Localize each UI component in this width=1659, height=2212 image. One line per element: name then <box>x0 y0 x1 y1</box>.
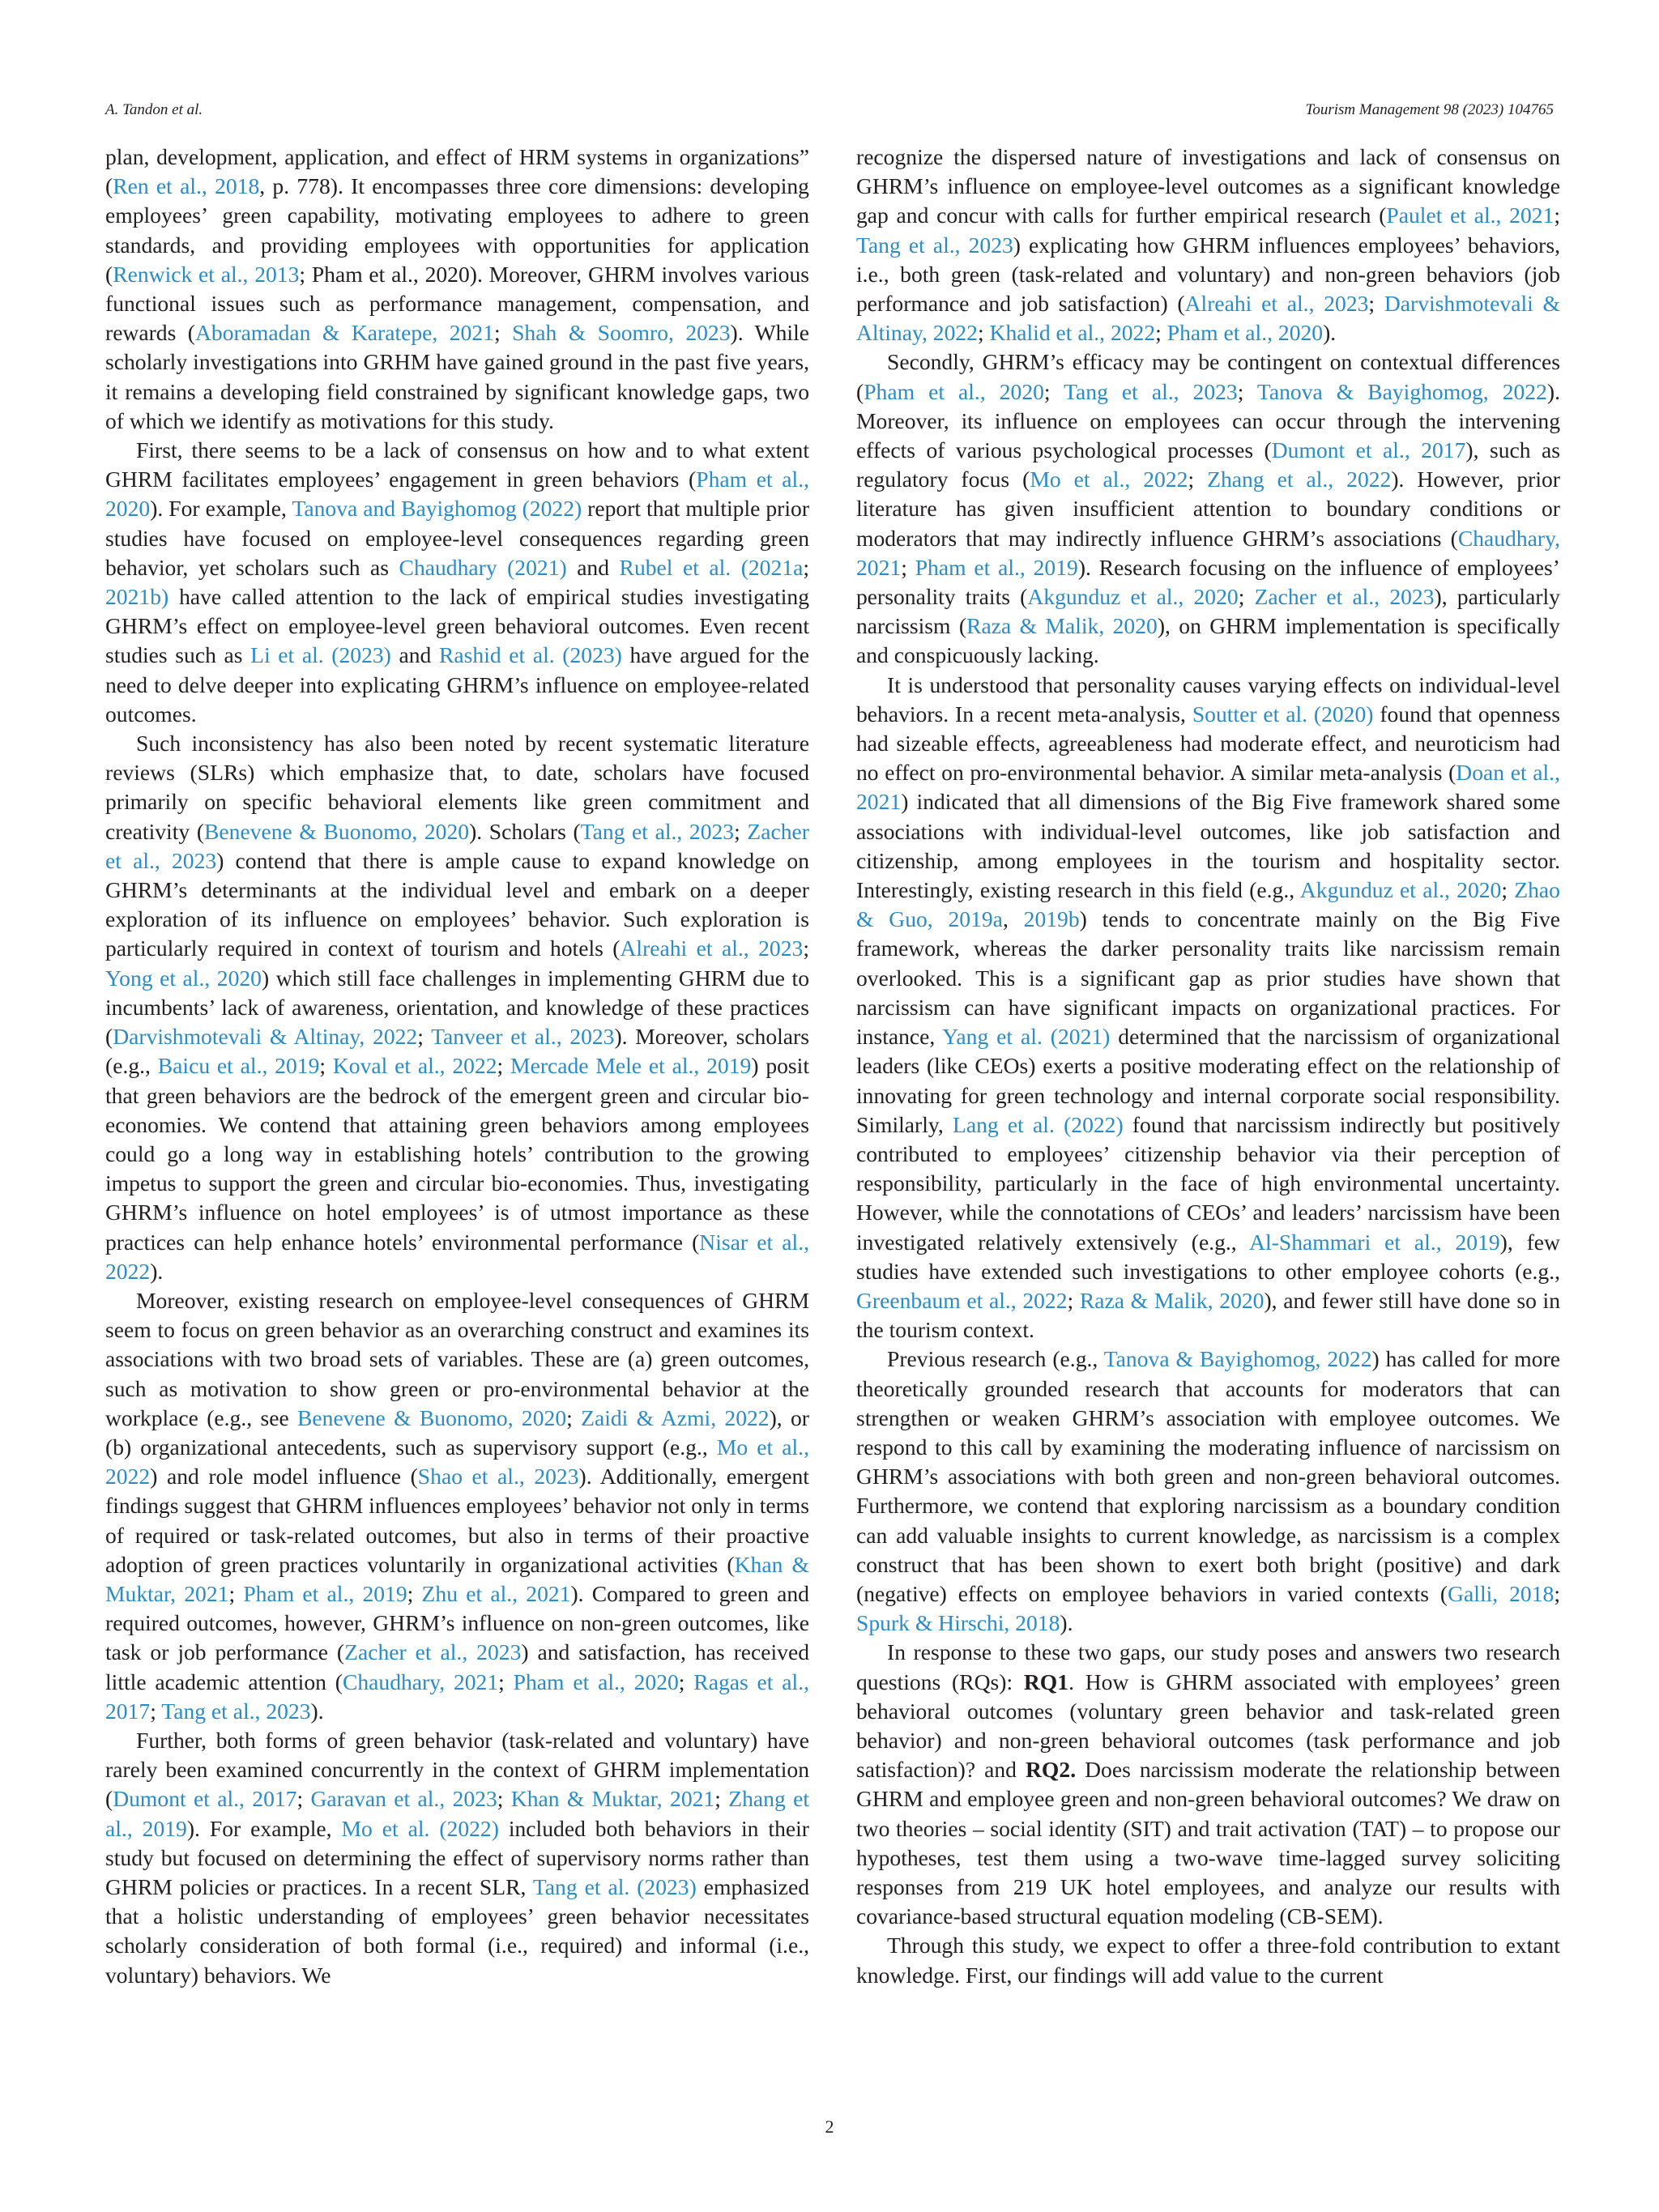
text-run: ; <box>1554 1580 1560 1606</box>
paragraph <box>105 436 809 729</box>
text-run: ), on GHRM implementation is specifically and conspicuously lacking. <box>856 613 1560 668</box>
citation-link[interactable]: Dumont et al., 2017 <box>1271 437 1466 463</box>
citation-link[interactable]: Tanova & Bayighomog, 2022 <box>1103 1346 1372 1372</box>
citation-link[interactable]: Li et al. (2023) <box>250 642 391 668</box>
citation-link[interactable]: Tanova and Bayighomog (2022) <box>292 496 582 522</box>
citation-link[interactable]: Tang et al., 2023 <box>1064 378 1238 404</box>
text-run: ). For example, <box>150 496 292 522</box>
paragraph <box>856 1931 1560 1989</box>
paragraph <box>105 729 809 1286</box>
text-run: ; <box>296 1786 311 1812</box>
running-head-author: A. Tandon et al. <box>105 101 203 118</box>
citation-link[interactable]: Raza & Malik, 2020 <box>966 613 1158 639</box>
citation-link[interactable]: Rashid et al. (2023) <box>439 642 622 668</box>
citation-link[interactable]: Zacher et al., 2023 <box>344 1639 522 1665</box>
citation-link[interactable]: Pham et al., 2020 <box>1166 320 1324 346</box>
text-run: ), few studies have extended such investigations to other employee cohorts (e.g., <box>856 1229 1560 1284</box>
text-run: In response to these two gaps, our study poses and answers two research questions (RQs): <box>856 1639 1560 1694</box>
citation-link[interactable]: Khalid et al., 2022 <box>989 320 1156 346</box>
text-run: ), or (b) organizational antecedents, such as supervisory support (e.g., <box>105 1404 809 1460</box>
text-run: ; <box>678 1669 694 1694</box>
left-column <box>105 143 809 1990</box>
citation-link[interactable]: Koval et al., 2022 <box>332 1053 497 1079</box>
citation-link[interactable]: Zacher et al., 2023 <box>105 818 809 873</box>
citation-link[interactable]: Ragas et al., 2017 <box>105 1669 809 1724</box>
text-run: ). However, prior literature has given insufficient attention to boundary conditions or moderators that may indirectly influence GHRM’s associations ( <box>856 467 1560 551</box>
citation-link[interactable]: Soutter et al. (2020) <box>1192 701 1374 727</box>
text-run: ; <box>1554 202 1561 228</box>
text-run: ) posit that green behaviors are the bedrock of the emergent green and circular bio-economies. We contend that attaining green behaviors among employees could go a long way in establishing hotels’ contribution to the growing impetus to support the green and circular bio-economies. Thus, investigating GHRM’s influence on hotel employees’ is of utmost importance as these practices can help enhance hotels’ environmental performance ( <box>105 1053 809 1255</box>
citation-link[interactable]: Khan & Muktar, 2021 <box>105 1551 809 1606</box>
citation-link[interactable]: Yong et al., 2020 <box>105 965 262 991</box>
citation-link[interactable]: Mercade Mele et al., 2019 <box>510 1053 752 1079</box>
text-run: ) indicated that all dimensions of the Big Five framework shared some associations with individual-level outcomes, like job satisfaction and citizenship, among employees in the tourism and hospitality sector. Interestingly, existing research in this field (e.g., <box>856 789 1560 903</box>
paragraph <box>105 1286 809 1726</box>
text-run: , p. 778). It encompasses three core dimensions: developing employees’ green capability, motivating employees to adhere to green standards, and providing employees with opportunities for application ( <box>105 173 809 287</box>
citation-link[interactable]: Pham et al., 2019 <box>915 554 1078 580</box>
citation-link[interactable]: Tang et al. (2023) <box>532 1873 697 1899</box>
text-run: ; <box>803 554 809 580</box>
text-run: have called attention to the lack of empirical studies investigating GHRM’s effect on employee-level green behavioral outcomes. Even recent studies such as <box>105 584 809 668</box>
text-run: ). While scholarly investigations into GRHM have gained ground in the past five years, it remains a developing field constrained by significant knowledge gaps, two of which we identify as motivations for this study. <box>105 320 809 433</box>
citation-link[interactable]: Doan et al., 2021 <box>856 760 1560 815</box>
text-run: It is understood that personality causes varying effects on individual-level behaviors. In a recent meta-analysis, <box>856 671 1560 727</box>
paragraph <box>856 1345 1560 1638</box>
text-run: ; <box>714 1786 729 1812</box>
research-question-label: RQ1 <box>1023 1669 1069 1694</box>
citation-link[interactable]: Tang et al., 2023 <box>580 818 735 844</box>
text-run: ; <box>901 554 915 580</box>
text-run: ; <box>407 1580 422 1606</box>
text-run: ; <box>1155 320 1167 346</box>
citation-link[interactable]: Darvishmotevali & Altinay, 2022 <box>113 1024 418 1050</box>
citation-link[interactable]: Alreahi et al., 2023 <box>620 936 804 961</box>
paragraph <box>856 671 1560 1345</box>
citation-link[interactable]: Ren et al., 2018 <box>113 173 260 199</box>
paragraph <box>856 347 1560 670</box>
citation-link[interactable]: Zaidi & Azmi, 2022 <box>581 1404 770 1430</box>
citation-link[interactable]: Darvishmotevali & Altinay, 2022 <box>856 291 1560 346</box>
text-run: ; <box>498 1669 514 1694</box>
text-run: ; <box>734 818 748 844</box>
citation-link[interactable]: Yang et al. (2021) <box>942 1024 1111 1050</box>
text-run: ) and satisfaction, has received little academic attention ( <box>105 1639 810 1694</box>
text-run: ) which still face challenges in implementing GHRM due to incumbents’ lack of awareness, orientation, and knowledge of these practices ( <box>105 965 809 1050</box>
text-run: found that narcissism indirectly but positively contributed to employees’ citizenship behavior via their perception of responsibility, particularly in the face of high environmental uncertainty. However, while the connotations of CEOs’ and leaders’ narcissism have been investigated relatively extensively (e.g., <box>856 1111 1560 1255</box>
citation-link[interactable]: Tanveer et al., 2023 <box>431 1024 615 1050</box>
citation-link[interactable]: Mo et al. (2022) <box>341 1815 499 1841</box>
text-run: ; <box>150 1698 162 1724</box>
citation-link[interactable]: Zhang et al., 2022 <box>1207 467 1392 492</box>
page-number: 2 <box>825 2116 834 2137</box>
research-question-label: RQ2. <box>1026 1757 1077 1783</box>
text-run: ). <box>1060 1610 1073 1636</box>
citation-link[interactable]: Zhang et al., 2019 <box>105 1786 809 1841</box>
text-run: ) contend that there is ample cause to expand knowledge on GHRM’s determinants at the individual level and embark on a deeper exploration of its influence on employees’ behavior. Such exploration is particularly required in context of tourism and hotels ( <box>105 847 810 961</box>
citation-link[interactable]: Tanova & Bayighomog, 2022 <box>1256 378 1547 404</box>
text-run: and <box>566 554 620 580</box>
citation-link[interactable]: Chaudhary (2021) <box>399 554 567 580</box>
text-run: ). <box>310 1698 324 1724</box>
citation-link[interactable]: Khan & Muktar, 2021 <box>510 1786 715 1812</box>
text-run: ). For example, <box>186 1815 342 1841</box>
citation-link[interactable]: Renwick et al., 2013 <box>113 261 300 287</box>
text-run: ; <box>493 320 513 346</box>
text-run: ). Compared to green and required outcomes, however, GHRM’s influence on non-green outcomes, like task or job performance ( <box>105 1580 809 1665</box>
citation-link[interactable]: Alreahi et al., 2023 <box>1184 291 1369 317</box>
text-run: have argued for the need to delve deeper into explicating GHRM’s influence on employee-related outcomes. <box>105 642 809 727</box>
text-run: ; <box>1188 467 1208 492</box>
text-run: Previous research (e.g., <box>887 1346 1104 1372</box>
text-run: ). Additionally, emergent findings suggest that GHRM influences employees’ behavior not only in terms of required or task-related outcomes, but also in terms of their proactive adoption of green practices voluntarily in organizational activities ( <box>105 1464 809 1577</box>
citation-link[interactable]: Shah & Soomro, 2023 <box>512 320 731 346</box>
citation-link[interactable]: Shao et al., 2023 <box>417 1464 579 1490</box>
citation-link[interactable]: Akgunduz et al., 2020 <box>1299 877 1502 903</box>
text-run: found that openness had sizeable effects, agreeableness had moderate effect, and neuroticism had no effect on pro-environmental behavior. A similar meta-analysis ( <box>856 701 1561 786</box>
citation-link[interactable]: Chaudhary, 2021 <box>856 525 1560 580</box>
text-run: ; <box>1238 584 1255 610</box>
citation-link[interactable]: Rubel et al. (2021a <box>619 554 804 580</box>
citation-link[interactable]: Zhu et al., 2021 <box>421 1580 571 1606</box>
text-run: ). Moreover, scholars (e.g., <box>105 1024 809 1079</box>
text-run: ; <box>228 1580 244 1606</box>
text-run: ; <box>1368 291 1384 317</box>
citation-link[interactable]: Chaudhary, 2021 <box>342 1669 499 1694</box>
text-run: ; <box>803 936 809 961</box>
text-run: plan, development, application, and effect of HRM systems in organizations” ( <box>105 144 809 199</box>
citation-link[interactable]: Tang et al., 2023 <box>161 1698 311 1724</box>
text-run: and <box>390 642 439 668</box>
text-run: ; <box>1501 877 1515 903</box>
citation-link[interactable]: Lang et al. (2022) <box>953 1111 1124 1137</box>
paragraph-continuation <box>105 143 809 436</box>
running-head-journal: Tourism Management 98 (2023) 104765 <box>1305 101 1554 118</box>
citation-link[interactable]: 2021b) <box>105 584 169 610</box>
citation-link[interactable]: Galli, 2018 <box>1448 1580 1555 1606</box>
citation-link[interactable]: Zhao & Guo, 2019a <box>856 877 1560 932</box>
text-run: included both behaviors in their study but focused on determining the effect of supervisory norms rather than GHRM policies or practices. In a recent SLR, <box>105 1815 809 1899</box>
text-run: ), such as regulatory focus ( <box>856 437 1560 492</box>
citation-link[interactable]: Benevene & Buonomo, 2020 <box>297 1404 567 1430</box>
text-run: ; Pham et al., 2020). Moreover, GHRM involves various functional issues such as performance management, compensation, and rewards ( <box>105 261 809 346</box>
text-run: ; <box>1237 378 1257 404</box>
citation-link[interactable]: Garavan et al., 2023 <box>310 1786 497 1812</box>
text-run: . How is GHRM associated with employees’ green behavioral outcomes (voluntary green behavior and task-related green behavior) and non-green behavioral outcomes (task performance and job satisfaction)? and <box>856 1669 1560 1783</box>
text-run: Secondly, GHRM’s efficacy may be contingent on contextual differences ( <box>856 349 1560 404</box>
citation-link[interactable]: Zacher et al., 2023 <box>1254 584 1435 610</box>
citation-link[interactable]: Dumont et al., 2017 <box>113 1786 297 1812</box>
right-column <box>856 143 1560 1990</box>
citation-link[interactable]: Pham et al., 2020 <box>864 378 1044 404</box>
text-run: ) tends to concentrate mainly on the Big Five framework, whereas the darker personality traits like narcissism remain overlooked. This is a significant gap as prior studies have shown that narcissism can have significant impacts on organizational practices. For instance, <box>856 906 1561 1050</box>
text-run: ; <box>566 1404 582 1430</box>
text-run: Moreover, existing research on employee-level consequences of GHRM seem to focus on green behavior as an overarching construct and examines its associations with two broad sets of variables. These are (a) green outcomes, such as motivation to show green or pro-environmental behavior at the workplace (e.g., see <box>105 1287 809 1430</box>
text-run: Does narcissism moderate the relationship between GHRM and employee green and non-green behavioral outcomes? We draw on two theories – social identity (SIT) and trait activation (TAT) – to propose our hypotheses, test them using a two-wave time-lagged survey soliciting responses from 219 UK hotel employees, and analyze our results with covariance-based structural equation modeling (CB-SEM). <box>856 1757 1560 1929</box>
text-run: ; <box>977 320 990 346</box>
text-run: ). <box>1323 320 1337 346</box>
text-run: ; <box>497 1786 511 1812</box>
citation-link[interactable]: Pham et al., 2019 <box>243 1580 407 1606</box>
text-run: , <box>1002 906 1024 932</box>
text-run: report that multiple prior studies have focused on employee-level consequences regarding green behavior, yet scholars such as <box>105 496 810 580</box>
citation-link[interactable]: Aboramadan & Karatepe, 2021 <box>194 320 494 346</box>
citation-link[interactable]: Paulet et al., 2021 <box>1386 202 1555 228</box>
citation-link[interactable]: Akgunduz et al., 2020 <box>1027 584 1239 610</box>
text-run: Through this study, we expect to offer a three-fold contribution to extant knowledge. First, our findings will add value to the current <box>856 1933 1560 1988</box>
text-run: ; <box>497 1053 511 1079</box>
text-run: ; <box>1067 1287 1080 1313</box>
text-run: determined that the narcissism of organizational leaders (like CEOs) exerts a positive moderating effect on the relationship of innovating for green technology and internal corporate social responsibility. Similarly, <box>856 1024 1561 1137</box>
text-run: ) has called for more theoretically grounded research that accounts for moderators that can strengthen or weaken GHRM’s association with employee outcomes. We respond to this call by examining the moderating influence of narcissism on GHRM’s associations with both green and non-green behavioral outcomes. Furthermore, we contend that exploring narcissism as a boundary condition can add valuable insights to current knowledge, as narcissism is a complex construct that has been shown to exert both bright (positive) and dark (negative) effects on employee behaviors in varied contexts ( <box>856 1346 1561 1606</box>
citation-link[interactable]: Tang et al., 2023 <box>856 232 1013 258</box>
citation-link[interactable]: Pham et al., 2020 <box>105 467 809 522</box>
citation-link[interactable]: Benevene & Buonomo, 2020 <box>204 818 470 844</box>
text-run: ). Moreover, its influence on employees can occur through the intervening effects of various psychological processes ( <box>856 378 1560 463</box>
text-run: ; <box>417 1024 432 1050</box>
text-run: Such inconsistency has also been noted by recent systematic literature reviews (SLRs) which emphasize that, to date, scholars have focused primarily on specific behavioral elements like green commitment and creativity ( <box>105 731 809 844</box>
citation-link[interactable]: Raza & Malik, 2020 <box>1079 1287 1265 1313</box>
paragraph <box>105 1726 809 1990</box>
citation-link[interactable]: Mo et al., 2022 <box>105 1434 809 1490</box>
text-run: First, there seems to be a lack of consensus on how and to what extent GHRM facilitates employees’ engagement in green behaviors ( <box>105 437 809 492</box>
citation-link[interactable]: Al-Shammari et al., 2019 <box>1249 1229 1500 1255</box>
citation-link[interactable]: Greenbaum et al., 2022 <box>856 1287 1068 1313</box>
text-run: emphasized that a holistic understanding of employees’ green behavior necessitates scholarly consideration of both formal (i.e., required) and informal (i.e., voluntary) behaviors. We <box>105 1873 809 1988</box>
text-run: ) explicating how GHRM influences employees’ behaviors, i.e., both green (task-related and voluntary) and non-green behaviors (job performance and job satisfaction) ( <box>856 232 1561 317</box>
text-run: ). <box>150 1258 164 1284</box>
citation-link[interactable]: Pham et al., 2020 <box>513 1669 679 1694</box>
text-run: ), particularly narcissism ( <box>856 584 1560 639</box>
text-run: recognize the dispersed nature of investigations and lack of consensus on GHRM’s influence on employee-level outcomes as a significant knowledge gap and concur with calls for further empirical research ( <box>856 144 1560 228</box>
text-run: ; <box>319 1053 333 1079</box>
citation-link[interactable]: Nisar et al., 2022 <box>105 1229 809 1284</box>
text-run: ), and fewer still have done so in the tourism context. <box>856 1287 1560 1343</box>
citation-link[interactable]: Spurk & Hirschi, 2018 <box>856 1610 1060 1636</box>
text-run: ; <box>1043 378 1064 404</box>
text-run: ) and role model influence ( <box>150 1464 418 1490</box>
text-run: Further, both forms of green behavior (task-related and voluntary) have rarely been examined concurrently in the context of GHRM implementation ( <box>105 1727 809 1812</box>
citation-link[interactable]: 2019b <box>1023 906 1080 932</box>
text-run: ). Scholars ( <box>469 818 581 844</box>
paragraph <box>856 1638 1560 1931</box>
paragraph-continuation <box>856 143 1560 347</box>
citation-link[interactable]: Mo et al., 2022 <box>1030 467 1188 492</box>
text-run: ). Research focusing on the influence of employees’ personality traits ( <box>856 554 1560 610</box>
citation-link[interactable]: Baicu et al., 2019 <box>157 1053 320 1079</box>
